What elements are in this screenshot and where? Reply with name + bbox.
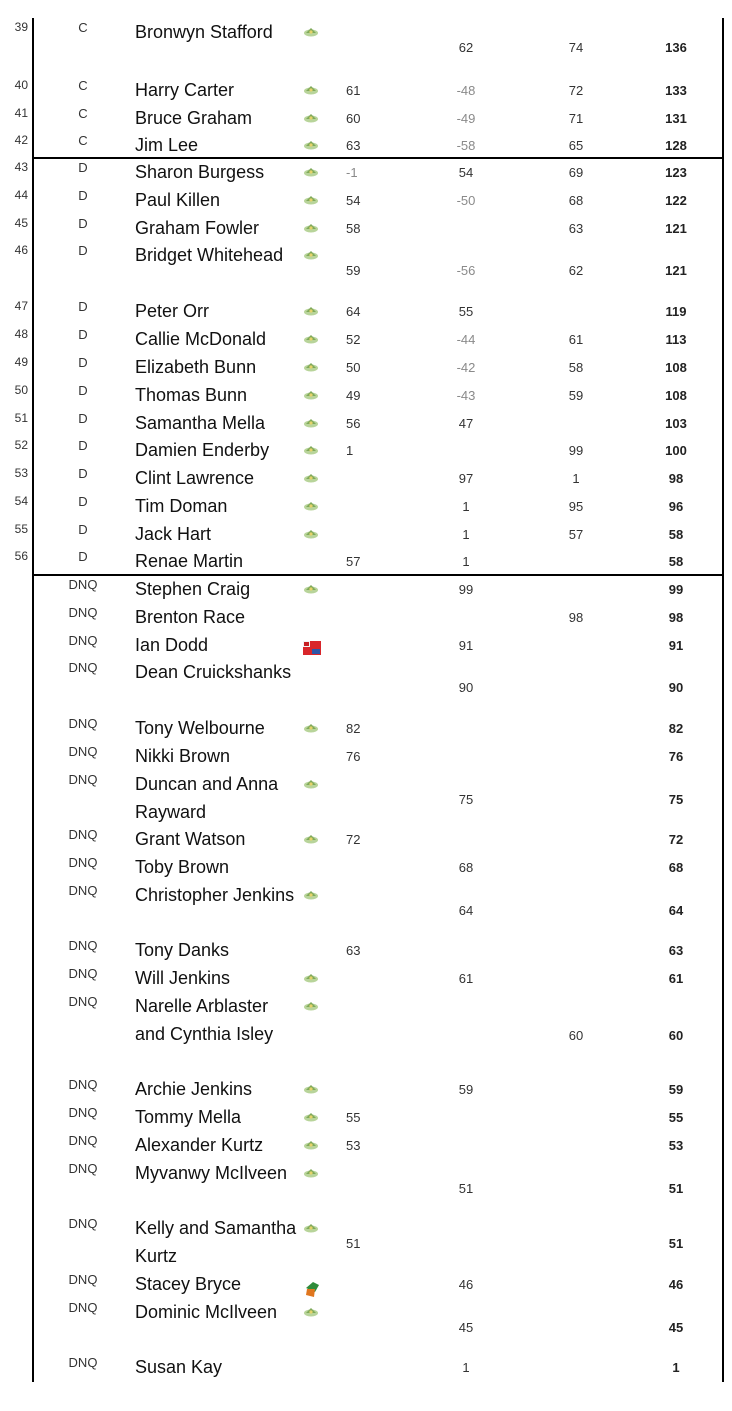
green-flag-icon: [303, 359, 321, 375]
grade-cell: D: [78, 522, 88, 537]
grade-cell: D: [78, 494, 88, 509]
table-row: [0, 1133, 732, 1161]
total-score: 72: [668, 832, 684, 847]
score-round-3: 1: [572, 471, 580, 486]
rank-cell: 41: [14, 106, 28, 120]
grade-cell: DNQ: [68, 938, 98, 953]
total-score: 51: [668, 1236, 684, 1251]
grade-cell: DNQ: [68, 827, 98, 842]
score-round-3: 61: [568, 332, 584, 347]
total-score: 108: [665, 360, 687, 375]
score-round-2: 55: [458, 304, 474, 319]
table-row: [0, 438, 732, 466]
score-round-3: 59: [568, 388, 584, 403]
grade-cell: C: [78, 133, 88, 148]
grade-cell: D: [78, 188, 88, 203]
green-flag-icon: [303, 82, 321, 98]
total-score: 136: [665, 40, 687, 55]
score-round-2: -44: [456, 332, 476, 347]
grade-cell: DNQ: [68, 1161, 98, 1176]
competitor-name: Jim Lee: [135, 135, 199, 155]
green-flag-icon: [303, 1137, 321, 1153]
rank-cell: 56: [14, 549, 28, 563]
score-round-3: 98: [568, 610, 584, 625]
grade-cell: DNQ: [68, 660, 98, 675]
green-flag-icon: [303, 247, 321, 263]
competitor-name: Toby Brown: [135, 857, 230, 877]
competitor-name: Nikki Brown: [135, 746, 231, 766]
score-round-2: 1: [462, 1360, 470, 1375]
score-round-1: 59: [346, 263, 361, 278]
rank-cell: 39: [14, 20, 28, 34]
grade-cell: DNQ: [68, 994, 98, 1009]
competitor-name: Myvanwy McIlveen: [135, 1163, 288, 1183]
competitor-name: Jack Hart: [135, 524, 212, 544]
green-flag-icon: [303, 887, 321, 903]
grade-cell: DNQ: [68, 744, 98, 759]
score-round-2: -42: [456, 360, 476, 375]
score-round-1: 63: [346, 943, 361, 958]
score-round-3: 63: [568, 221, 584, 236]
score-round-3: 95: [568, 499, 584, 514]
grade-cell: DNQ: [68, 883, 98, 898]
grade-cell: D: [78, 299, 88, 314]
grade-cell: C: [78, 20, 88, 35]
table-row: [0, 883, 732, 939]
total-score: 58: [668, 554, 684, 569]
total-score: 103: [665, 416, 687, 431]
total-score: 55: [668, 1110, 684, 1125]
total-score: 123: [665, 165, 687, 180]
total-score: 121: [665, 263, 687, 278]
grade-cell: D: [78, 355, 88, 370]
table-row: [0, 549, 732, 577]
grade-cell: DNQ: [68, 633, 98, 648]
total-score: 100: [665, 443, 687, 458]
total-score: 53: [668, 1138, 684, 1153]
score-round-2: -58: [456, 138, 476, 153]
table-row: [0, 216, 732, 244]
grade-cell: D: [78, 216, 88, 231]
table-row: [0, 160, 732, 188]
score-round-1: 61: [346, 83, 361, 98]
green-flag-icon: [303, 24, 321, 40]
score-round-2: 64: [458, 903, 474, 918]
competitor-name: Bruce Graham: [135, 108, 253, 128]
rank-cell: 55: [14, 522, 28, 536]
total-score: 98: [668, 471, 684, 486]
grade-cell: DNQ: [68, 1355, 98, 1370]
table-row: [0, 633, 732, 661]
competitor-name: Susan Kay: [135, 1357, 223, 1377]
grade-cell: DNQ: [68, 1133, 98, 1148]
green-flag-icon: [303, 1220, 321, 1236]
table-row: [0, 383, 732, 411]
rank-cell: 40: [14, 78, 28, 92]
competitor-name: Damien Enderby: [135, 440, 270, 460]
score-round-3: 60: [568, 1028, 584, 1043]
score-round-2: 75: [458, 792, 474, 807]
table-row: [0, 1272, 732, 1300]
competitor-name: Narelle Arblaster and Cynthia Isley: [135, 996, 274, 1044]
competitor-name: Tim Doman: [135, 496, 228, 516]
green-flag-icon: [303, 442, 321, 458]
green-flag-icon: [303, 998, 321, 1014]
total-score: 1: [672, 1360, 680, 1375]
competitor-name: Duncan and Anna Rayward: [135, 774, 279, 822]
table-row: [0, 772, 732, 828]
score-round-1: 63: [346, 138, 361, 153]
competitor-name: Tony Danks: [135, 940, 230, 960]
score-round-1: 53: [346, 1138, 361, 1153]
green-flag-icon: [303, 470, 321, 486]
competitor-name: Renae Martin: [135, 551, 244, 571]
total-score: 51: [668, 1181, 684, 1196]
competitor-name: Clint Lawrence: [135, 468, 255, 488]
grade-cell: D: [78, 411, 88, 426]
score-round-3: 57: [568, 527, 584, 542]
competitor-name: Tony Welbourne: [135, 718, 265, 738]
competitor-name: Stacey Bryce: [135, 1274, 242, 1294]
score-round-2: 47: [458, 416, 474, 431]
grade-cell: DNQ: [68, 1105, 98, 1120]
competitor-name: Kelly and Samantha Kurtz: [135, 1218, 297, 1266]
grade-cell: DNQ: [68, 1077, 98, 1092]
grade-cell: DNQ: [68, 577, 98, 592]
score-round-2: 54: [458, 165, 474, 180]
competitor-name: Christopher Jenkins: [135, 885, 295, 905]
total-score: 122: [665, 193, 687, 208]
competitor-name: Peter Orr: [135, 301, 210, 321]
grade-cell: D: [78, 438, 88, 453]
rank-cell: 46: [14, 243, 28, 257]
table-row: [0, 327, 732, 355]
rank-cell: 42: [14, 133, 28, 147]
green-flag-icon: [303, 1304, 321, 1320]
score-round-2: 1: [462, 527, 470, 542]
table-row: [0, 78, 732, 106]
green-flag-icon: [303, 498, 321, 514]
rank-cell: 48: [14, 327, 28, 341]
grade-cell: DNQ: [68, 1300, 98, 1315]
table-row: [0, 660, 732, 716]
table-row: [0, 1355, 732, 1383]
green-flag-icon: [303, 1165, 321, 1181]
green-flag-icon: [303, 110, 321, 126]
table-row: [0, 1105, 732, 1133]
rank-cell: 43: [14, 160, 28, 174]
score-round-2: 97: [458, 471, 474, 486]
score-round-1: 51: [346, 1236, 361, 1251]
grade-cell: DNQ: [68, 1272, 98, 1287]
grade-cell: D: [78, 466, 88, 481]
score-round-1: 76: [346, 749, 361, 764]
table-row: [0, 106, 732, 134]
total-score: 91: [668, 638, 684, 653]
table-row: [0, 994, 732, 1078]
score-round-2: 99: [458, 582, 474, 597]
total-score: 75: [668, 792, 684, 807]
table-row: [0, 1300, 732, 1356]
table-row: [0, 966, 732, 994]
score-round-1: -1: [346, 165, 358, 180]
green-flag-icon: [303, 970, 321, 986]
table-row: [0, 605, 732, 633]
table-row: [0, 299, 732, 327]
competitor-name: Ian Dodd: [135, 635, 209, 655]
score-round-2: 51: [458, 1181, 474, 1196]
score-round-2: 45: [458, 1320, 474, 1335]
score-round-1: 72: [346, 832, 361, 847]
rank-cell: 45: [14, 216, 28, 230]
competitor-name: Grant Watson: [135, 829, 246, 849]
table-row: [0, 716, 732, 744]
score-round-1: 1: [346, 443, 354, 458]
competitor-name: Harry Carter: [135, 80, 235, 100]
score-round-3: 68: [568, 193, 584, 208]
table-row: [0, 1161, 732, 1217]
green-flag-icon: [303, 720, 321, 736]
competitor-name: Graham Fowler: [135, 218, 260, 238]
competitor-name: Callie McDonald: [135, 329, 267, 349]
score-round-3: 99: [568, 443, 584, 458]
competitor-name: Tommy Mella: [135, 1107, 242, 1127]
rank-cell: 47: [14, 299, 28, 313]
total-score: 99: [668, 582, 684, 597]
table-row: [0, 243, 732, 299]
rank-cell: 53: [14, 466, 28, 480]
green-flag-icon: [303, 1109, 321, 1125]
total-score: 119: [665, 304, 687, 319]
score-round-3: 65: [568, 138, 584, 153]
table-row: [0, 133, 732, 161]
competitor-name: Samantha Mella: [135, 413, 266, 433]
score-round-1: 58: [346, 221, 361, 236]
competitor-name: Archie Jenkins: [135, 1079, 253, 1099]
total-score: 63: [668, 943, 684, 958]
grade-cell: DNQ: [68, 772, 98, 787]
score-round-2: -48: [456, 83, 476, 98]
competitor-name: Alexander Kurtz: [135, 1135, 264, 1155]
grade-cell: D: [78, 383, 88, 398]
score-round-2: 46: [458, 1277, 474, 1292]
score-round-1: 82: [346, 721, 361, 736]
score-round-1: 52: [346, 332, 361, 347]
total-score: 96: [668, 499, 684, 514]
score-round-2: 1: [462, 554, 470, 569]
grade-cell: DNQ: [68, 1216, 98, 1231]
green-flag-icon: [303, 581, 321, 597]
grade-cell: D: [78, 327, 88, 342]
grade-cell: DNQ: [68, 855, 98, 870]
competitor-name: Thomas Bunn: [135, 385, 248, 405]
grade-cell: C: [78, 106, 88, 121]
grade-cell: D: [78, 549, 88, 564]
table-row: [0, 20, 732, 76]
total-score: 45: [668, 1320, 684, 1335]
rank-cell: 51: [14, 411, 28, 425]
score-round-1: 49: [346, 388, 361, 403]
grade-cell: DNQ: [68, 966, 98, 981]
score-round-1: 57: [346, 554, 361, 569]
score-round-3: 69: [568, 165, 584, 180]
table-row: [0, 466, 732, 494]
table-row: [0, 1216, 732, 1272]
competitor-name: Stephen Craig: [135, 579, 251, 599]
competitor-name: Brenton Race: [135, 607, 246, 627]
red-flag-icon: [303, 641, 321, 657]
green-flag-icon: [303, 303, 321, 319]
competitor-name: Bronwyn Stafford: [135, 22, 273, 42]
score-round-1: 56: [346, 416, 361, 431]
score-round-3: 71: [568, 111, 584, 126]
total-score: 82: [668, 721, 684, 736]
competitor-name: Elizabeth Bunn: [135, 357, 257, 377]
rank-cell: 49: [14, 355, 28, 369]
score-round-2: 62: [458, 40, 474, 55]
score-round-3: 58: [568, 360, 584, 375]
score-round-2: 68: [458, 860, 474, 875]
grade-cell: D: [78, 160, 88, 175]
score-round-2: 61: [458, 971, 474, 986]
score-round-2: 90: [458, 680, 474, 695]
score-round-1: 54: [346, 193, 361, 208]
total-score: 113: [665, 332, 687, 347]
table-row: [0, 522, 732, 550]
total-score: 98: [668, 610, 684, 625]
total-score: 108: [665, 388, 687, 403]
table-row: [0, 188, 732, 216]
score-round-3: 74: [568, 40, 584, 55]
score-round-2: -43: [456, 388, 476, 403]
grade-cell: D: [78, 243, 88, 258]
score-round-2: 59: [458, 1082, 474, 1097]
competitor-name: Will Jenkins: [135, 968, 231, 988]
table-row: [0, 494, 732, 522]
score-round-2: -56: [456, 263, 476, 278]
score-round-1: 55: [346, 1110, 361, 1125]
grade-cell: DNQ: [68, 605, 98, 620]
score-round-2: -49: [456, 111, 476, 126]
green-flag-icon: [303, 415, 321, 431]
green-flag-icon: [303, 220, 321, 236]
score-round-1: 64: [346, 304, 361, 319]
green-flag-icon: [303, 192, 321, 208]
score-round-2: 1: [462, 499, 470, 514]
total-score: 58: [668, 527, 684, 542]
total-score: 121: [665, 221, 687, 236]
total-score: 76: [668, 749, 684, 764]
grade-cell: DNQ: [68, 716, 98, 731]
table-row: [0, 938, 732, 966]
rank-cell: 50: [14, 383, 28, 397]
table-row: [0, 411, 732, 439]
total-score: 61: [668, 971, 684, 986]
green-flag-icon: [303, 164, 321, 180]
total-score: 68: [668, 860, 684, 875]
rank-cell: 52: [14, 438, 28, 452]
grade-cell: C: [78, 78, 88, 93]
green-flag-icon: [303, 387, 321, 403]
green-flag-icon: [303, 776, 321, 792]
table-row: [0, 355, 732, 383]
green-flag-icon: [303, 526, 321, 542]
table-row: [0, 1077, 732, 1105]
table-row: [0, 744, 732, 772]
orange-flag-icon: [303, 1280, 321, 1296]
total-score: 131: [665, 111, 687, 126]
rank-cell: 54: [14, 494, 28, 508]
score-round-1: 50: [346, 360, 361, 375]
score-round-2: 91: [458, 638, 474, 653]
total-score: 59: [668, 1082, 684, 1097]
table-row: [0, 855, 732, 883]
green-flag-icon: [303, 831, 321, 847]
competitor-name: Sharon Burgess: [135, 162, 265, 182]
competitor-name: Bridget Whitehead: [135, 245, 284, 265]
green-flag-icon: [303, 331, 321, 347]
table-row: [0, 827, 732, 855]
table-row: [0, 577, 732, 605]
total-score: 46: [668, 1277, 684, 1292]
total-score: 128: [665, 138, 687, 153]
rank-cell: 44: [14, 188, 28, 202]
score-round-3: 62: [568, 263, 584, 278]
total-score: 90: [668, 680, 684, 695]
competitor-name: Paul Killen: [135, 190, 221, 210]
total-score: 133: [665, 83, 687, 98]
score-round-1: 60: [346, 111, 361, 126]
green-flag-icon: [303, 137, 321, 153]
total-score: 64: [668, 903, 684, 918]
score-round-3: 72: [568, 83, 584, 98]
green-flag-icon: [303, 1081, 321, 1097]
score-round-2: -50: [456, 193, 476, 208]
competitor-name: Dean Cruickshanks: [135, 662, 292, 682]
competitor-name: Dominic McIlveen: [135, 1302, 278, 1322]
total-score: 60: [668, 1028, 684, 1043]
